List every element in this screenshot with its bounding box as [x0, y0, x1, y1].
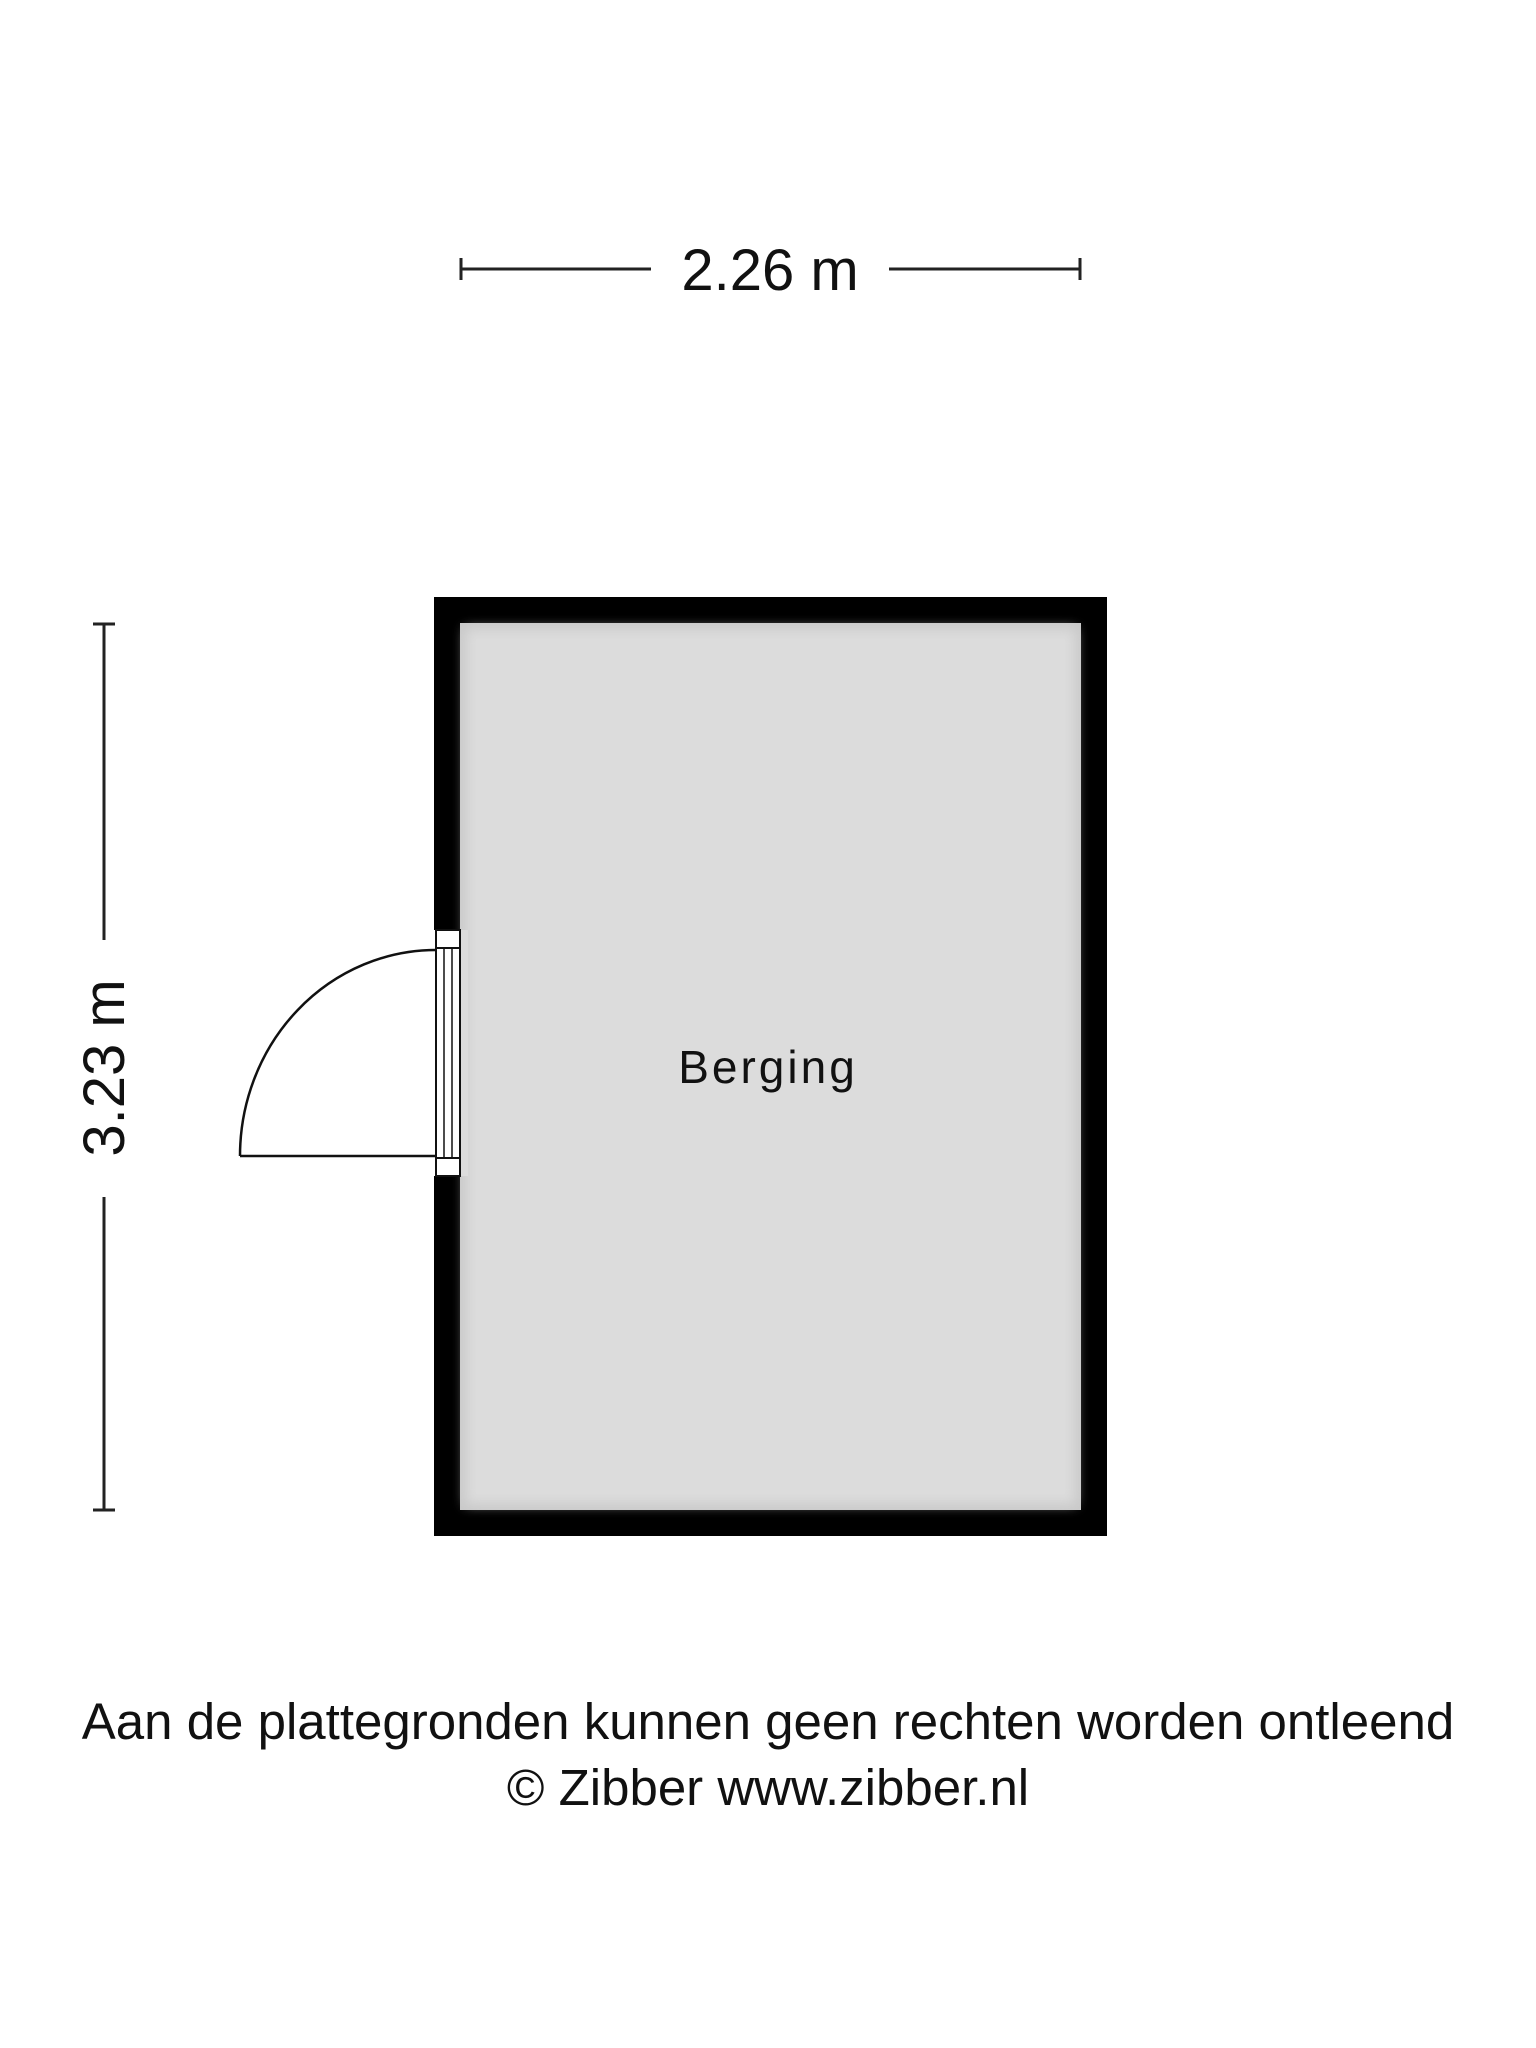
disclaimer-text: Aan de plattegronden kunnen geen rechten worden ontleend: [81, 1693, 1455, 1750]
door: [240, 930, 468, 1176]
door-swing-arc: [240, 950, 436, 1156]
height-dimension: [72, 624, 137, 1510]
width-label: 2.26 m: [681, 238, 859, 303]
copyright-text: © Zibber www.zibber.nl: [506, 1759, 1030, 1816]
room-berging: [240, 597, 1107, 1536]
width-dimension: [461, 238, 1080, 303]
room-name: Berging: [678, 1041, 858, 1093]
height-label: 3.23 m: [72, 979, 137, 1157]
